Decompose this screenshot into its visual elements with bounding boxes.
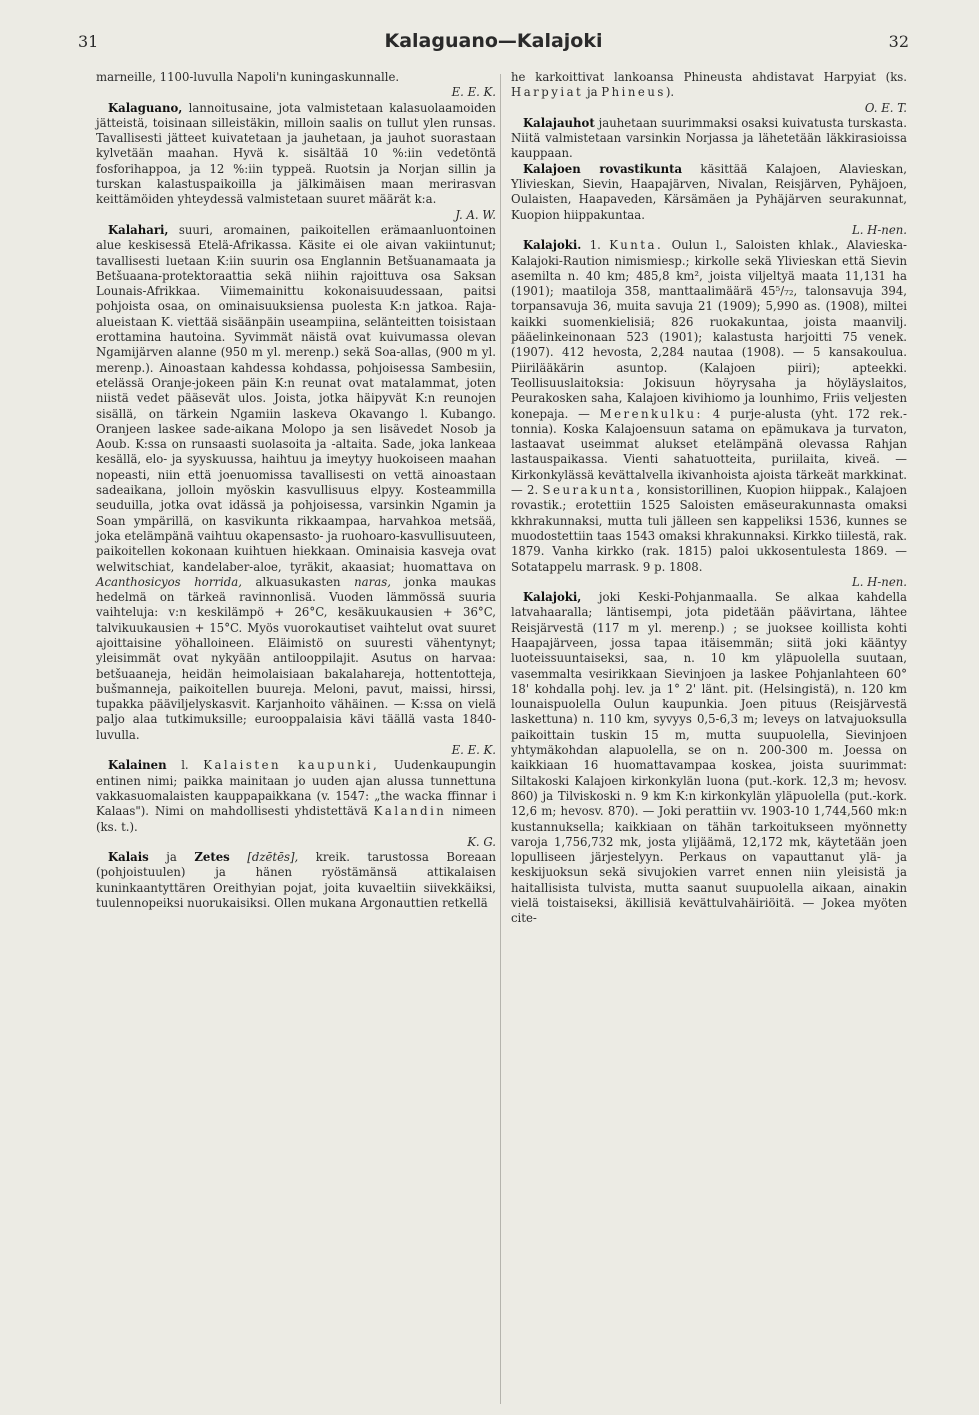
entry-text: jauhetaan suurimmaksi osaksi kuivatusta turskasta. Niitä valmistetaan varsinkin Norjassa ja lähetetään läkkirasioissa kauppaan. [511, 115, 907, 161]
author-signature: J. A. W. [455, 207, 496, 222]
spaced-term: Kalaisten kaupunki, [203, 758, 380, 773]
entry-kalajoki-joki [511, 590, 907, 927]
entry-kalais [96, 850, 496, 911]
entry-text: käsittää Kalajoen, Alavieskan, Ylivieskan, Sievin, Haapajärven, Nivalan, Reisjärven, Pyhäjoen, Oulaisten, Haapaveden, Kärsämäen ja Pyhäjärven seurakunnat, Kuopion hiippakuntaa. [511, 161, 907, 222]
column-divider [500, 74, 501, 1404]
entry-kalainen [96, 758, 496, 850]
entry-kalahari [96, 223, 496, 758]
entry-text: Oulun l., Saloisten khlak., Alavieska-Kalajoki-Raution nimismiesp.; kirkolle sekä Ylivieskan että Sievin asemilta n. 40 km; 485,8 km², joista viljeltyä maata 11,131 ha (1901); maatiloja 358, manttaalimäärä 45⁵/₇₂, talonsavuja 394, torpansavuja 36, muita savuja 21 (1909); 5,990 as. (1908), miltei kaikki suomenkielisiä; 826 ruokakuntaa, joista maanvilj. pääelinkeinonaan 523 (1901); kalastusta harjoitti 75 venek. (1907). 412 hevosta, 2,284 nautaa (1908). — 5 kansakoulua. Piirilääkärin asuntop. (Kalajoen piiri); apteekki. Teollisuuslaitoksia: Jokisuun höyrysaha ja höyläyslaitos, Peurakosken saha, Kalajoen kivihiomo ja lounhimo, Friis veljesten konepaja. — [511, 238, 907, 421]
pronunciation: [dzētēs], [229, 850, 299, 865]
author-signature: K. G. [467, 834, 496, 849]
author-signature: E. E. K. [451, 85, 496, 100]
entry-text: jonka maukas hedelmä on tärkeä ravinnonlisä. Vuoden lämmössä suuria vaihteluja: v:n keskilämpö + 26°C, kesäkuukausien + 36°C, talvikuukausien + 15°C. Myös vuorokautiset vaihtelut ovat suuret ajoittaisine yöhalloineen. Eläimistö on suuresti vähentynyt; yleisimmät ovat nykyään antilooppilajit. Asutus on harvaa: betšuaaneja, heidän heimolaisiaan bakalahareja, hottentotteja, bušmanneja, paikoitellen buureja. Meloni, pavut, maissi, hirssi, tupakka pääviljelyskasvit. Karjanhoito vähäinen. — K:ssa on vielä paljo alaa tutkimuksille; eurooppalaisia kävi täällä vasta 1840-luvulla. [96, 574, 497, 742]
entry-text: nimeen (ks. t.). [96, 804, 496, 834]
running-head: Kalaguano—Kalajoki [384, 30, 603, 52]
entry-text: l. [166, 758, 204, 773]
entry-text: marneille, 1100-luvulla Napoli'n kuningaskunnalle. [96, 70, 400, 84]
species-name: Acanthosicyos horrida, [96, 574, 242, 589]
spaced-term: Seurakunta, [542, 483, 643, 498]
entry-text: 4 purje-alusta (yht. 172 rek.-tonnia). Koska Kalajoensuun satama on epämukava ja turvaton, lastaavat useimmat alukset etelämpänä olevassa Rahjan lastauspaikassa. Vienti sahatuotteita, puriilaita, kiveä. —Kirkonkylässä kevättalvella ikivanhoista ajoista tärkeät markkinat. — 2. [511, 406, 907, 498]
author-signature: L. H-nen. [851, 222, 907, 237]
entry-text: alkuasukasten [241, 574, 355, 589]
entry-text: ja [583, 85, 602, 100]
entry-text: lannoitusaine, jota valmistetaan kalasuolaamoiden jätteistä, toisinaan silleistäkin, milloin saalis on tullut ylen runsas. Tavallisesti jätteet kuivatetaan ja jauhetaan, ja jauhot suorastaan kylvetään maahan. Hyvä k. sisältää 10 %:iin vedetöntä fosforihappoa, ja 12 %:iin typpeä. Ruotsin ja Norjan sillin ja turskan kalastuspaikoilla ja jälkimäisen maan merirasvan keittämöiden yhteydessä valmistetaan suuret määrät k:a. [96, 100, 496, 207]
headword: Kalahari, [108, 222, 169, 237]
entry-text: Uudenkaupungin entinen nimi; paikka mainitaan jo uuden ajan alussa tunnettuna vakkasuomalaisten kauppapaikkana (v. 1547: „the wacka ffinnar i Kalaas"). Nimi on mahdollisesti yhdistettävä [96, 758, 496, 819]
left-column [96, 70, 496, 911]
page-number-right: 32 [888, 32, 909, 51]
author-signature: L. H-nen. [851, 574, 907, 589]
headword: Kalajoen rovastikunta [523, 161, 683, 176]
entry-text: kreik. tarustossa Boreaan (pohjoistuulen) ja hänen ryöstämänsä attikalaisen kuninkaantyttären Oreithyian pojat, joita kuvaeltiin siivekkäiksi, tuulennopeiksi nuorukaisiksi. Ollen mukana Argonauttien retkellä [96, 850, 496, 911]
entry-kalaguano [96, 101, 496, 223]
cross-reference: Harpyiat [511, 85, 584, 100]
page-header [78, 28, 909, 62]
entry-text: joki Keski-Pohjanmaalla. Se alkaa kahdella latvahaaralla; läntisempi, jota pidetään päävirtana, lähtee Reisjärvestä (117 m yl. merenp.) ; se juoksee koillista kohti Haapajärveen, jossa tapaa itäisemmän; siitä joki kääntyy luoteissuuntaiseksi, saa, n. 10 km yläpuolella suutaan, vasemmalta vesirikkaan Sievinjoen ja laskee Pohjanlahteen 60° 18' kohdalla pohj. lev. ja 1° 2' länt. pit. (Helsingistä), n. 120 km lounaispuolella Oulun kaupunkia. Joen pituus (Reisjärvestä laskettuna) n. 110 km, syvyys 0,5-6,3 m; leveys on latvajuoksulla paikoittain tuskin 15 m, mutta suupuolella, Sievinjoen yhtymäkohdan alapuolella, se on n. 200-300 m. Joessa on kaikkiaan 16 huomattavampaa koskea, joista suurimmat: Siltakoski Kalajoen kirkonkylän luona (put.-kork. 12,3 m; hevosv. 860) ja Tilviskoski n. 9 km K:n kirkonkylän yläpuolella (put.-kork. 12,6 m; hevosv. 870). — Joki perattiin vv. 1903-10 1,744,560 mk:n kustannuksella; kaikkiaan on tähän tarkoitukseen myönnetty varoja 1,756,732 mk, josta ylijäämä, 12,172 mk, käytetään joen lopulliseen järjestelyyn. Perkaus on vapauttanut ylä- ja keskijuoksun sekä sivujokien varret ennen niin yleisistä ja haitallisista tulvista, mutta saanut suupuolella aikaan, ainakin vielä toistaiseksi, äkillisiä kevättulvahäiriöitä. — Jokea myöten cite- [511, 590, 907, 926]
headword: Kalajoki. [523, 238, 582, 253]
entry-text: ). [665, 85, 675, 100]
right-column [511, 70, 907, 927]
author-signature: O. E. T. [864, 100, 907, 115]
headword: Kalainen [108, 758, 167, 773]
entry-text: ja [148, 850, 195, 865]
entry-text: suuri, aromainen, paikoitellen erämaanluontoinen alue keskisessä Etelä-Afrikassa. Käsite ei ole aivan vakiintunut; tavallisesti luetaan K:iin suurin osa Englannin Betšuanamaata ja Betšuaana-protektoraattia sekä niihin rajoittuva osa Saksan Lounais-Afrikkaa. Viimemainittu kokonaisuudessaan, paitsi pohjoista osaa, on ominaisuuksiensa puolesta K:n jatkoa. Raja-alueistaan K. viettää sisäänpäin useampiina, selänteitten toisistaan erottamina hautoina. Syvimmät näistä ovat kuivumassa olevan Ngamijärven alanne (950 m yl. merenp.) sekä Soa-allas, (900 m yl. merenp.). Ainoastaan kahdessa kohdassa, pohjoisessa Sambesiin, etelässä Oranje-jokeen päin K:n reunat ovat matalammat, joten niistä vedet pääsevät ulos. Joista, jotka häipyvät K:n reunojen sisällä, on tärkein Ngamiin laskeva Okavango l. Kubango. Oranjeen laskee sade-aikana Molopo ja sen lisävedet Nosob ja Aoub. K:ssa on runsaasti suolasoita ja -altaita. Sade, joka lankeaa kesällä, elo- ja syyskuussa, haihtuu ja imeytyy huokoiseen maahan nopeasti, niin että joenuomissa tavallisesti on vettä ainoastaan sadeaikana, jolloin myöskin kasvullisuus elpyy. Kosteammilla seuduilla, jotka ovat idässä ja pohjoisessa, varsinkin Ngamin ja Soan ympärillä, on kasvikunta rikkaampaa, harvahkoa metsää, joka etelämpänä vaihtuu okapensasto- ja ruohoaro-kasvullisuuteen, paikoitellen kokonaan kuihtuen hiekkaan. Ominaisia kasveja ovat welwitschiat, kandelaber-aloe, tyräkit, akaasiat; huomattava on [96, 222, 496, 574]
spaced-term: Merenkulku: [599, 406, 703, 421]
author-signature: E. E. K. [451, 743, 496, 758]
entry-kalajauhot [511, 116, 907, 162]
entry-text: 1. [581, 238, 610, 253]
headword: Zetes [194, 850, 230, 865]
cross-reference: Kalandin [373, 804, 447, 819]
entry-text: konsistorillinen, Kuopion hiippak., Kalajoen rovastik.; erotettiin 1525 Saloisten emäseurakunnasta omaksi kkhrakunnaksi, mutta tuli jälleen sen kappeliksi 1536, kunnes se muodostettiin taas 1543 omaksi khrakunnaksi. Kirkko tiilestä, rak. 1879. Vanha kirkko (rak. 1815) paloi ukkosentulesta 1869. — Sotatappelu marrask. 9 p. 1808. [511, 483, 907, 574]
native-name: naras, [354, 574, 391, 589]
entry-kalajoki-kunta [511, 238, 907, 590]
entry-continuation [511, 70, 907, 116]
cross-reference: Phineus [601, 85, 666, 100]
headword: Kalajauhot [523, 115, 595, 130]
entry-continuation [96, 70, 496, 101]
entry-text: he karkoittivat lankoansa Phineusta ahdistavat Harpyiat (ks. [511, 70, 907, 84]
headword: Kalais [108, 850, 149, 865]
headword: Kalajoki, [523, 590, 582, 605]
headword: Kalaguano, [108, 100, 183, 115]
page-number-left: 31 [78, 32, 99, 51]
spaced-term: Kunta. [609, 238, 664, 253]
entry-kalajoen-rovastikunta [511, 162, 907, 238]
